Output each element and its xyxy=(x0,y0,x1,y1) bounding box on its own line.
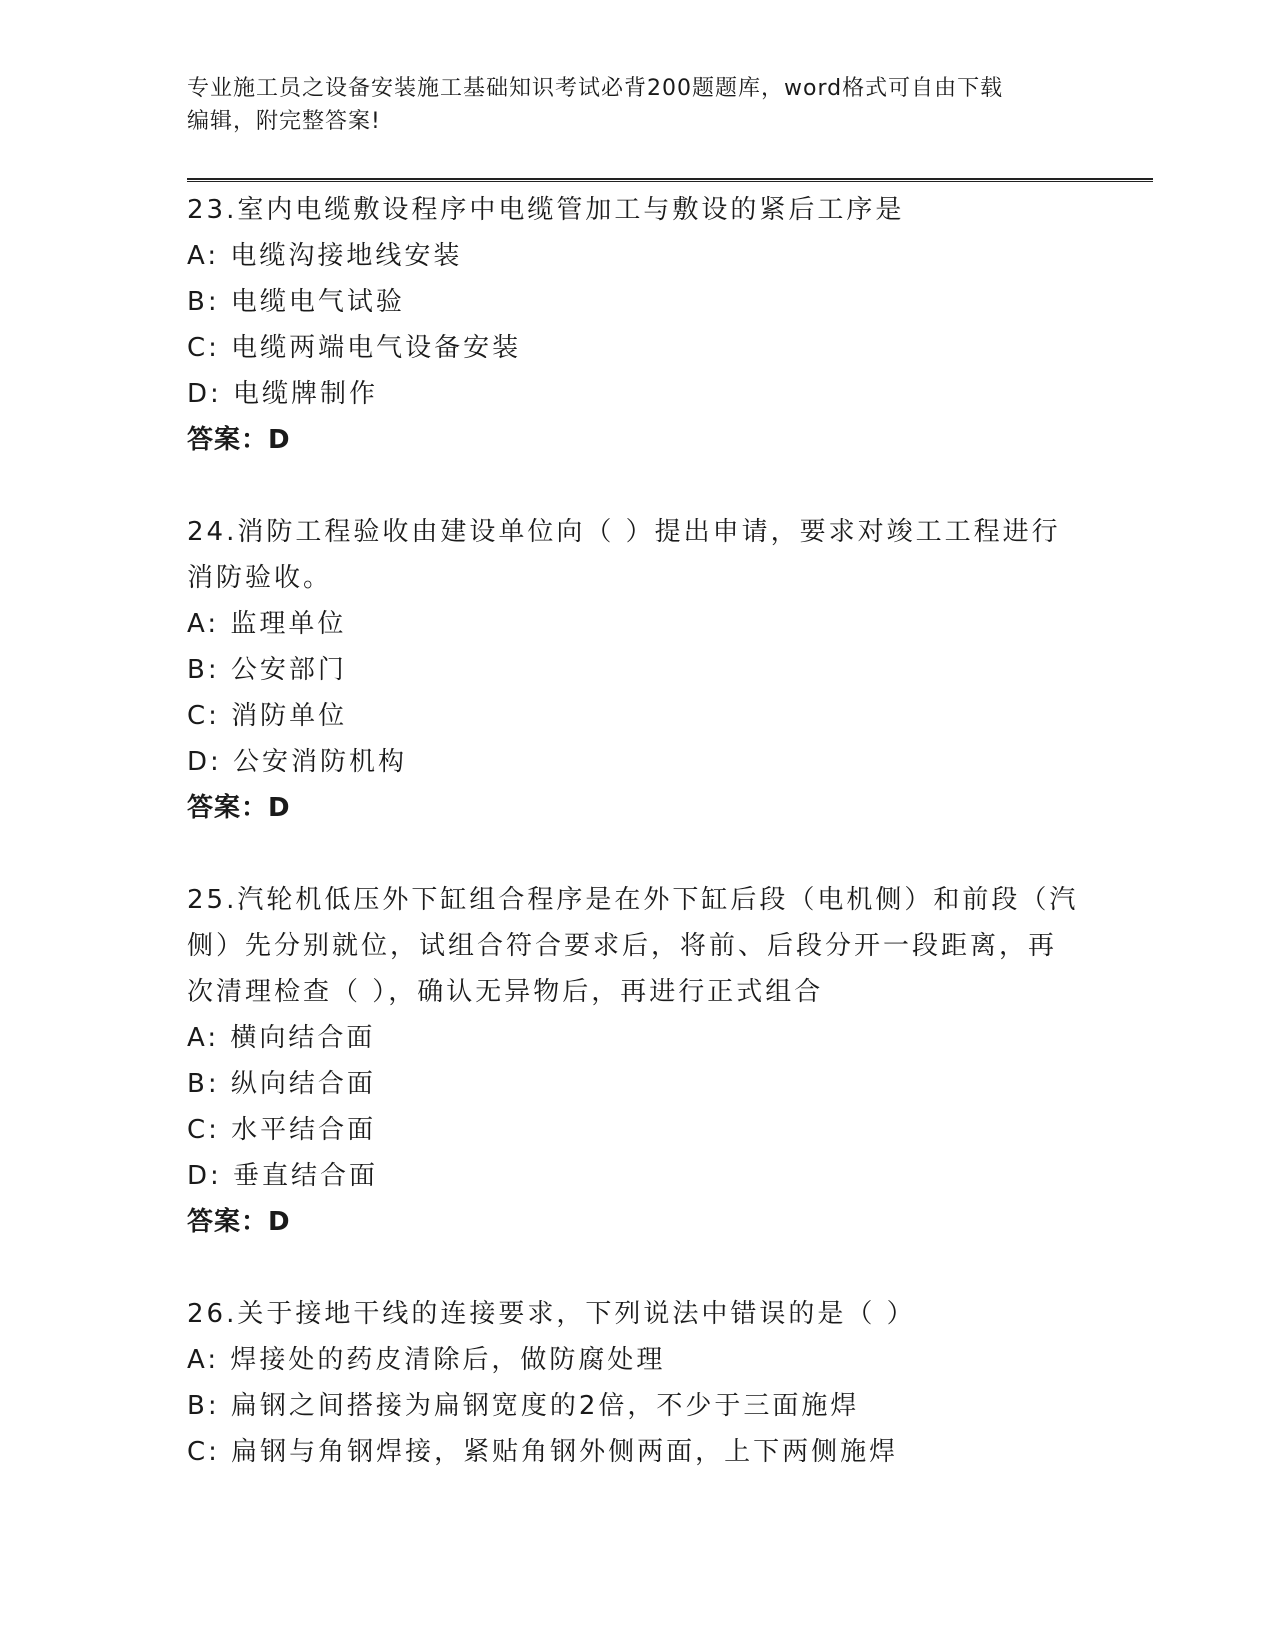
question-23 xyxy=(187,187,1087,463)
option-b: B: 扁钢之间搭接为扁钢宽度的2倍，不少于三面施焊 xyxy=(187,1391,860,1421)
option-c: C: 消防单位 xyxy=(187,701,348,731)
document-header xyxy=(187,72,1087,138)
question-24 xyxy=(187,509,1087,831)
question-stem: 24.消防工程验收由建设单位向（ ）提出申请，要求对竣工工程进行 xyxy=(187,517,1061,547)
answer-line: 答案：D xyxy=(187,1207,291,1237)
option-b: B: 电缆电气试验 xyxy=(187,287,405,317)
question-26 xyxy=(187,1291,1087,1475)
question-stem: 23.室内电缆敷设程序中电缆管加工与敷设的紧后工序是 xyxy=(187,195,905,225)
question-list xyxy=(187,187,1087,1521)
option-d: D: 公安消防机构 xyxy=(187,747,408,777)
option-b: B: 纵向结合面 xyxy=(187,1069,376,1099)
question-25 xyxy=(187,877,1087,1245)
question-stem: 次清理检查（ ），确认无异物后，再进行正式组合 xyxy=(187,977,824,1007)
option-a: A: 横向结合面 xyxy=(187,1023,376,1053)
option-d: D: 电缆牌制作 xyxy=(187,379,379,409)
option-c: C: 电缆两端电气设备安装 xyxy=(187,333,522,363)
option-b: B: 公安部门 xyxy=(187,655,347,685)
option-a: A: 监理单位 xyxy=(187,609,347,639)
option-c: C: 水平结合面 xyxy=(187,1115,377,1145)
question-stem: 26.关于接地干线的连接要求，下列说法中错误的是（ ） xyxy=(187,1299,916,1329)
option-a: A: 电缆沟接地线安装 xyxy=(187,241,463,271)
question-stem: 消防验收。 xyxy=(187,563,333,593)
option-d: D: 垂直结合面 xyxy=(187,1161,379,1191)
answer-line: 答案：D xyxy=(187,793,291,823)
header-title-line-2: 编辑，附完整答案! xyxy=(187,109,381,134)
answer-line: 答案：D xyxy=(187,425,291,455)
option-a: A: 焊接处的药皮清除后，做防腐处理 xyxy=(187,1345,666,1375)
question-stem: 侧）先分别就位，试组合符合要求后，将前、后段分开一段距离，再 xyxy=(187,931,1058,961)
header-title-line-1: 专业施工员之设备安装施工基础知识考试必背200题题库，word格式可自由下载 xyxy=(187,76,1004,101)
question-stem: 25.汽轮机低压外下缸组合程序是在外下缸后段（电机侧）和前段（汽 xyxy=(187,885,1079,915)
header-divider xyxy=(187,178,1153,182)
option-c: C: 扁钢与角钢焊接，紧贴角钢外侧两面，上下两侧施焊 xyxy=(187,1437,899,1467)
